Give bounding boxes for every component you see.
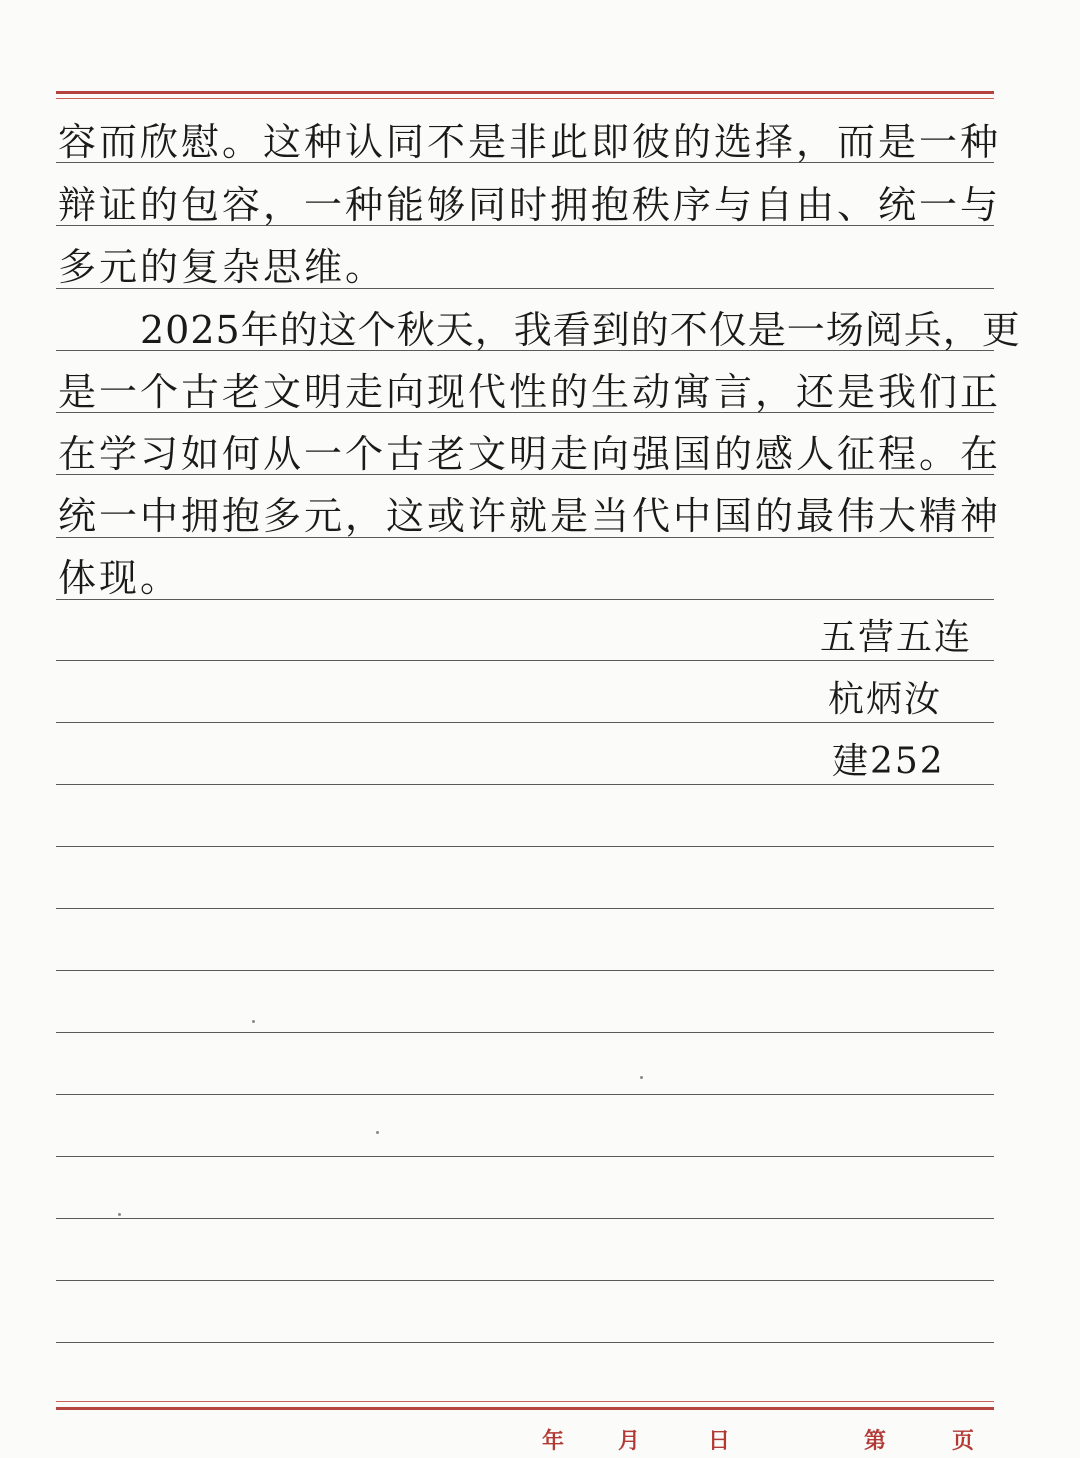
signature-class: 建252 — [832, 741, 945, 782]
paper-speck — [376, 1131, 379, 1134]
ruled-line — [56, 908, 994, 909]
ruled-line — [56, 1342, 994, 1343]
ruled-line — [56, 1094, 994, 1095]
ruled-line — [56, 722, 994, 723]
body-line-1: 容而欣慰。这种认同不是非此即彼的选择，而是一种 — [58, 120, 1002, 164]
signature-unit: 五营五连 — [820, 617, 973, 658]
footer-day-label: 日 — [708, 1429, 731, 1454]
ruled-line — [56, 1280, 994, 1281]
body-line-5: 是一个古老文明走向现代性的生动寓言，还是我们正 — [58, 370, 1002, 414]
body-line-7: 统一中拥抱多元，这或许就是当代中国的最伟大精神 — [58, 494, 1002, 538]
signature-name: 杭炳汝 — [828, 679, 943, 720]
ruled-line — [56, 970, 994, 971]
body-line-8: 体现。 — [58, 556, 182, 600]
ruled-line — [56, 846, 994, 847]
body-line-2: 辩证的包容，一种能够同时拥抱秩序与自由、统一与 — [58, 183, 1002, 227]
bottom-margin-rule — [56, 1407, 994, 1410]
footer-month-label: 月 — [618, 1429, 641, 1454]
ruled-line — [56, 599, 994, 600]
footer-page-suffix: 页 — [952, 1429, 975, 1454]
footer-page-prefix: 第 — [864, 1429, 887, 1454]
bottom-margin-rule-thin — [56, 1401, 994, 1402]
ruled-line — [56, 1218, 994, 1219]
paper-speck — [118, 1213, 121, 1216]
ruled-line — [56, 1032, 994, 1033]
ruled-line — [56, 1156, 994, 1157]
paper-speck — [640, 1076, 643, 1079]
ruled-line — [56, 660, 994, 661]
ruled-line — [56, 784, 994, 785]
body-line-4: 2025年的这个秋天，我看到的不仅是一场阅兵，更 — [140, 308, 1021, 352]
body-line-6: 在学习如何从一个古老文明走向强国的感人征程。在 — [58, 432, 1002, 476]
paper-speck — [252, 1020, 255, 1023]
footer-year-label: 年 — [542, 1429, 565, 1454]
top-margin-rule-thin — [56, 98, 994, 99]
body-line-3: 多元的复杂思维。 — [58, 245, 387, 289]
top-margin-rule — [56, 91, 994, 94]
